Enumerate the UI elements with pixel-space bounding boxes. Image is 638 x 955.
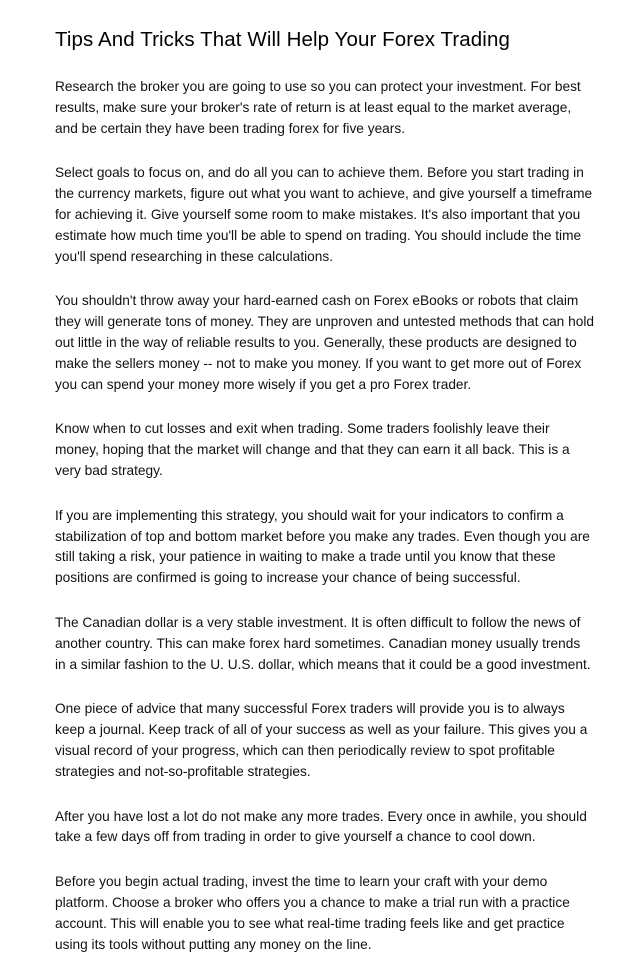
paragraph-demo-platform: Before you begin actual trading, invest the time to learn your craft with your demo platform. Choose a broker who offers you a chance to make a trial run with a practice account. This will enable you to see what real-time trading feels like and get practice using its tools without putting any money on the line. bbox=[55, 874, 570, 952]
paragraph-select-goals: Select goals to focus on, and do all you can to achieve them. Before you start trading in the currency markets, figure out what you want to achieve, and give yourself a timeframe for achieving it. Give yourself some room to make mistakes. It's also important that you estimate how much time you'll be able to spend on trading. You should include the time you'll spend researching in these calculations. bbox=[55, 165, 593, 264]
paragraph-cut-losses: Know when to cut losses and exit when trading. Some traders foolishly leave their money, hoping that the market will change and that they can earn it all back. This is a very bad strategy. bbox=[55, 421, 570, 478]
paragraph-broker-research: Research the broker you are going to use so you can protect your investment. For best results, make sure your broker's rate of return is at least equal to the market average, and be certain they have been trading forex for five years. bbox=[55, 79, 581, 136]
page-title: Tips And Tricks That Will Help Your Forex Trading bbox=[55, 28, 510, 51]
paragraph-cool-down: After you have lost a lot do not make any more trades. Every once in awhile, you should take a few days off from trading in order to give yourself a chance to cool down. bbox=[55, 808, 587, 845]
paragraph-indicators: If you are implementing this strategy, you should wait for your indicators to confirm a stabilization of top and bottom market before you make any trades. Even though you are still taking a risk, your patience in waiting to make a trade until you know that these positions are confirmed is going to increase your chance of being successful. bbox=[55, 507, 590, 586]
paragraph-journal: One piece of advice that many successful Forex traders will provide you is to always keep a journal. Keep track of all of your success as well as your failure. This gives you a visual record of your progress, which can then periodically review to spot profitable strategies and not-so-profitable strategies. bbox=[55, 701, 588, 779]
paragraph-ebooks-robots: You shouldn't throw away your hard-earned cash on Forex eBooks or robots that claim they will generate tons of money. They are unproven and untested methods that can hold out little in the way of reliable results to you. Generally, these products are designed to make the sellers money -- not to make you money. If you want to get more out of Forex you can spend your money more wisely if you get a pro Forex trader. bbox=[55, 293, 594, 392]
document-body bbox=[55, 77, 594, 955]
paragraph-canadian-dollar: The Canadian dollar is a very stable investment. It is often difficult to follow the news of another country. This can make forex hard sometimes. Canadian money usually trends in a similar fashion to the U. U.S. dollar, which means that it could be a good investment. bbox=[55, 614, 591, 672]
